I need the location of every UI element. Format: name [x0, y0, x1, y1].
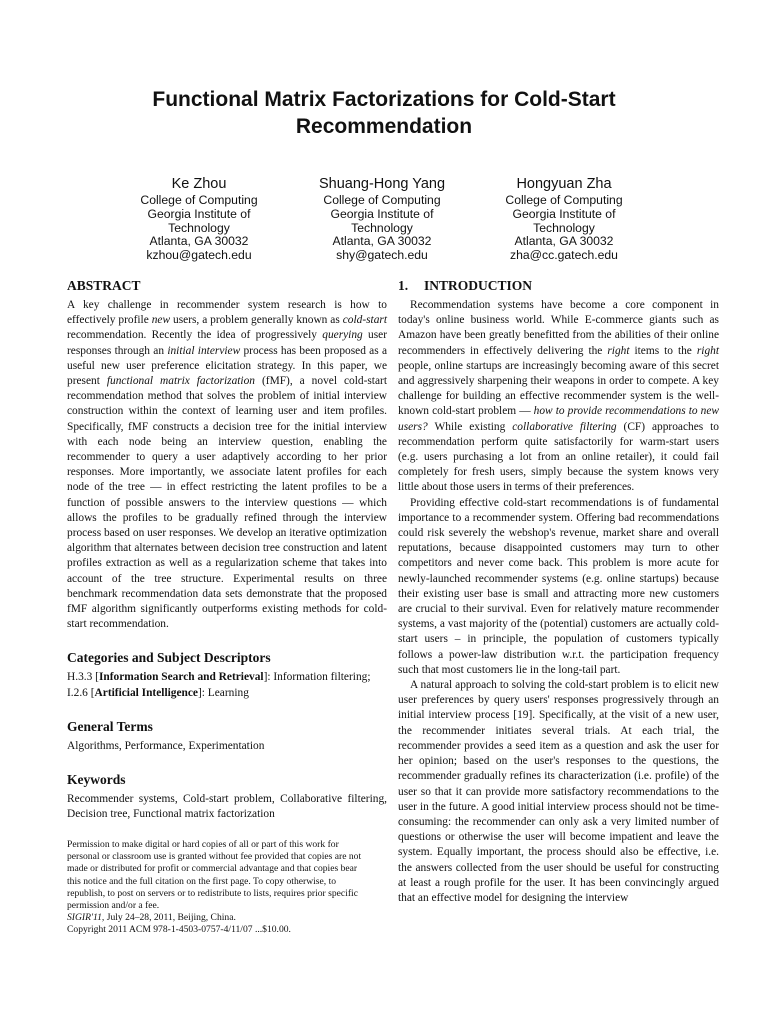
copyright-text: Copyright 2011 ACM 978-1-4503-0757-4/11/07 ...$10.00.: [67, 924, 291, 936]
paper-title: Functional Matrix Factorizations for Cold-Start Recommendation: [152, 88, 616, 138]
author-3: [479, 174, 649, 263]
abstract-heading: ABSTRACT: [67, 278, 141, 293]
author-institution: Georgia Institute of: [512, 206, 616, 221]
intro-paragraph: Providing effective cold-start recommendations is of fundamental importance to a recommender system. Offering bad recommendations could risk severely the webshop's revenue, market share and overall reputations, because disappointed customers may turn to other competitors and never come back. This problem is more acute for newly-launched recommender systems (e.g. online startups) because their existing user base is small and attracting more new customers are crucial to their survival. Even for relatively mature recommender systems, a vast majority of the (potential) customers are actually cold-start users – in principle, the population of customers typically follows a power-law distribution w.r.t. the participation frequency such that most customers lie in the long-tail part.: [398, 496, 719, 676]
general-terms-heading: General Terms: [67, 718, 153, 734]
author-address: Atlanta, GA 30032: [332, 234, 432, 249]
categories-heading: Categories and Subject Descriptors: [67, 650, 271, 666]
author-institution: Technology: [168, 220, 230, 235]
author-institution: Technology: [351, 220, 413, 235]
author-address: Atlanta, GA 30032: [149, 234, 249, 249]
author-email: shy@gatech.edu: [336, 248, 428, 263]
author-email: kzhou@gatech.edu: [146, 248, 252, 263]
author-name: Shuang-Hong Yang: [318, 176, 446, 192]
conference-info: SIGIR'11, July 24–28, 2011, Beijing, China.: [67, 912, 236, 924]
permission-text: Permission to make digital or hard copies of all or part of this work for personal or classroom use is granted without fee provided that copies are not made or distributed for profit or commercial advantage and that copies bear this notice and the full citation on the first page. To copy otherwise, to republish, to post on servers or to redistribute to lists, requires prior specific permission and/or a fee.: [67, 839, 362, 912]
right-column: [398, 278, 719, 906]
permission-notice: [67, 839, 367, 937]
author-dept: College of Computing: [140, 193, 258, 207]
general-terms-text: Algorithms, Performance, Experimentation: [67, 739, 265, 752]
author-institution: Georgia Institute of: [330, 206, 434, 221]
author-name: Ke Zhou: [171, 176, 227, 192]
keywords-heading: Keywords: [67, 772, 126, 788]
author-2: [297, 174, 467, 263]
author-email: zha@cc.gatech.edu: [510, 248, 618, 263]
author-name: Hongyuan Zha: [516, 176, 612, 192]
abstract-text: A key challenge in recommender system research is how to effectively profile new users, a problem generally known as cold-start recommendation. Recently the idea of progressively querying user responses through an initial interview process has been proposed as a useful new user preference elicitation strategy. In this paper, we present functional matrix factorization (fMF), a novel cold-start recommendation method that solves the problem of initial interview construction within the context of learning user and item profiles. Specifically, fMF constructs a decision tree for the initial interview with each node being an interview question, enabling the recommender to query a user adaptively according to her prior responses. More importantly, we associate latent profiles for each node of the tree — in effect restricting the latent profiles to be a function of possible answers to the interview questions — which allows the profiles to be gradually refined through the interview process based on user responses. We develop an iterative optimization algorithm that alternates between decision tree construction and latent profiles extraction as well as a regularization scheme that takes into account of the tree structure. Experimental results on three benchmark recommendation data sets demonstrate that the proposed fMF algorithm significantly outperforms existing methods for cold-start recommendation.: [67, 299, 388, 631]
keywords-text: Recommender systems, Cold-start problem, Collaborative filtering, Decision tree, Functional matrix factorization: [67, 793, 387, 821]
author-dept: College of Computing: [505, 193, 623, 207]
author-institution: Technology: [533, 220, 595, 235]
intro-paragraph: Recommendation systems have become a core component in today's online business world. While E-commerce giants such as Amazon have been greatly benefitted from the abilities of their online recommenders in effectively delivering the right items to the right people, online startups are increasingly becoming aware of this secret and aggressively sharpening their weapons in order to compete. A key challenge for building an effective recommender system is the well-known cold-start problem — how to provide recommendations to new users? While existing collaborative filtering (CF) approaches to recommendation perform quite satisfactorily for warm-start users (e.g. users purchasing a lot from an online retailer), it could fail completely for fresh users, simply because the system knows very little about those users in terms of their preferences.: [398, 299, 719, 494]
author-dept: College of Computing: [323, 193, 441, 207]
intro-paragraph: A natural approach to solving the cold-start problem is to elicit new user preferences by query users' responses progressively through an initial interview process [19]. Specifically, at the visit of a new user, the recommender initiates several trials. At each trial, the recommender provides a seed item as a question and ask the user for her opinion; based on the user's responses to the questions, the recommender gradually refines its characterization (i.e. profile) of the user so that it can provide more satisfactory recommendations to the user in the future. A good initial interview process should not be time-consuming: the recommender can only ask a very limited number of questions or otherwise the user will become impatient and leave the system. Equally important, the process should also be effective, i.e. the answers collected from the user should be useful for constructing at least a rough profile for the user. It has been convincingly argued that an effective model for designing the interview: [398, 679, 719, 904]
introduction-heading: 1. INTRODUCTION: [398, 278, 533, 293]
left-column: [67, 278, 387, 822]
author-1: [114, 174, 284, 263]
categories-text: H.3.3 [Information Search and Retrieval]: Information filtering; I.2.6 [Artificial Intelligence]: Learning: [67, 671, 371, 699]
author-address: Atlanta, GA 30032: [514, 234, 614, 249]
author-institution: Georgia Institute of: [147, 206, 251, 221]
